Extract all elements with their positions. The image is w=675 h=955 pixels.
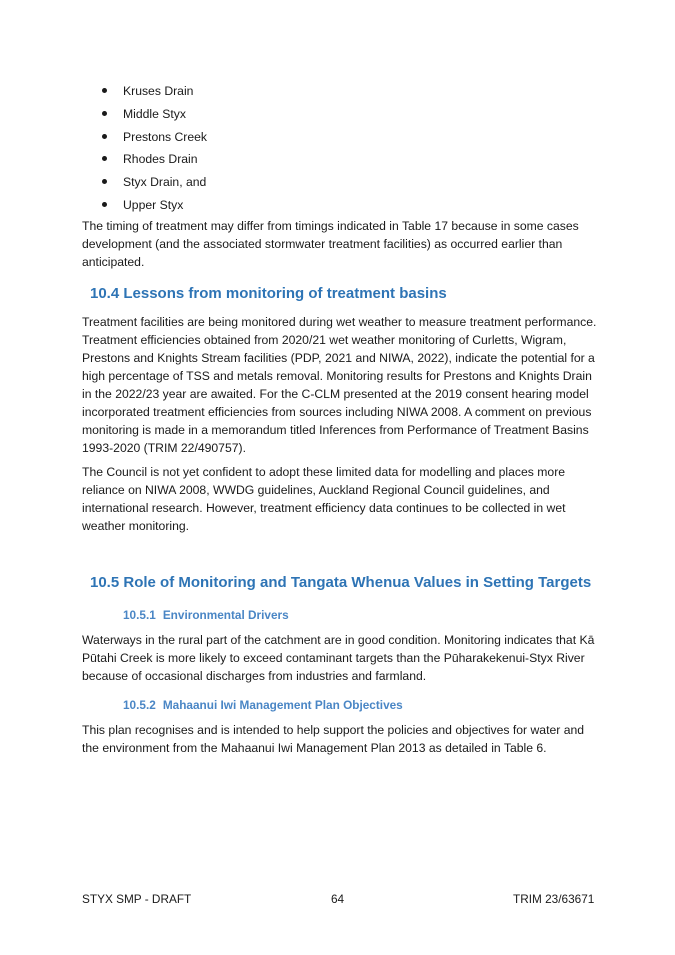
section-10-4-paragraph-1: Treatment facilities are being monitored during wet weather to measure treatment performance. Treatment efficiencies obtained from 2020/21 wet weather monitoring of Curletts, Wigram, Prestons and Knights Stream facilities (PDP, 2021 and NIWA, 2022), indicate the potential for a high percentage of TSS and metals removal. Monitoring results for Prestons and Knights Drain in the 2022/23 year are awaited. For the C-CLM presented at the 2019 consent hearing model incorporated treatment efficiencies from sources including NIWA 2008. A comment on previous monitoring is made in a memorandum titled Inferences from Performance of Treatment Basins 1993-2020 (TRIM 22/490757).: [82, 315, 597, 455]
subsection-number: 10.5.1: [123, 608, 156, 622]
section-10-4-heading: 10.4 Lessons from monitoring of treatment basins: [90, 285, 447, 302]
list-item: Rhodes Drain: [88, 148, 207, 171]
environmental-drivers-paragraph: Waterways in the rural part of the catchment are in good condition. Monitoring indicates that Kā Pūtahi Creek is more likely to exceed contaminant targets than the Pūharakekenui-Styx River because of occasional discharges from industries and farmland.: [82, 633, 595, 683]
page-number: 64: [331, 892, 345, 906]
bullet-icon: [102, 88, 107, 93]
section-10-4-paragraph-2: The Council is not yet confident to adopt these limited data for modelling and places more reliance on NIWA 2008, WWDG guidelines, Auckland Regional Council guidelines, and international research. However, treatment efficiency data continues to be collected in wet weather monitoring.: [82, 465, 566, 533]
timing-paragraph: The timing of treatment may differ from timings indicated in Table 17 because in some cases development (and the associated stormwater treatment facilities) as occurred earlier than anticipated.: [82, 219, 579, 269]
bullet-icon: [102, 134, 107, 139]
catchment-list: [88, 80, 207, 217]
footer-right: TRIM 23/63671: [513, 892, 595, 906]
list-item: Kruses Drain: [88, 80, 207, 103]
subsection-title: Environmental Drivers: [162, 608, 289, 622]
section-10-5-heading: 10.5 Role of Monitoring and Tangata Whenua Values in Setting Targets: [90, 574, 592, 591]
list-item: Middle Styx: [88, 103, 207, 126]
subsection-title: Mahaanui Iwi Management Plan Objectives: [162, 698, 403, 712]
bullet-icon: [102, 202, 107, 207]
list-item: Styx Drain, and: [88, 171, 207, 194]
footer-left: STYX SMP - DRAFT: [82, 892, 192, 906]
subsection-10-5-1-heading: [123, 608, 289, 622]
bullet-icon: [102, 156, 107, 161]
subsection-number: 10.5.2: [123, 698, 156, 712]
subsection-10-5-2-heading: [123, 698, 403, 712]
bullet-icon: [102, 111, 107, 116]
list-item: Upper Styx: [88, 194, 207, 217]
list-item: Prestons Creek: [88, 126, 207, 149]
bullet-icon: [102, 179, 107, 184]
iwi-plan-paragraph: This plan recognises and is intended to help support the policies and objectives for water and the environment from the Mahaanui Iwi Management Plan 2013 as detailed in Table 6.: [82, 723, 585, 755]
